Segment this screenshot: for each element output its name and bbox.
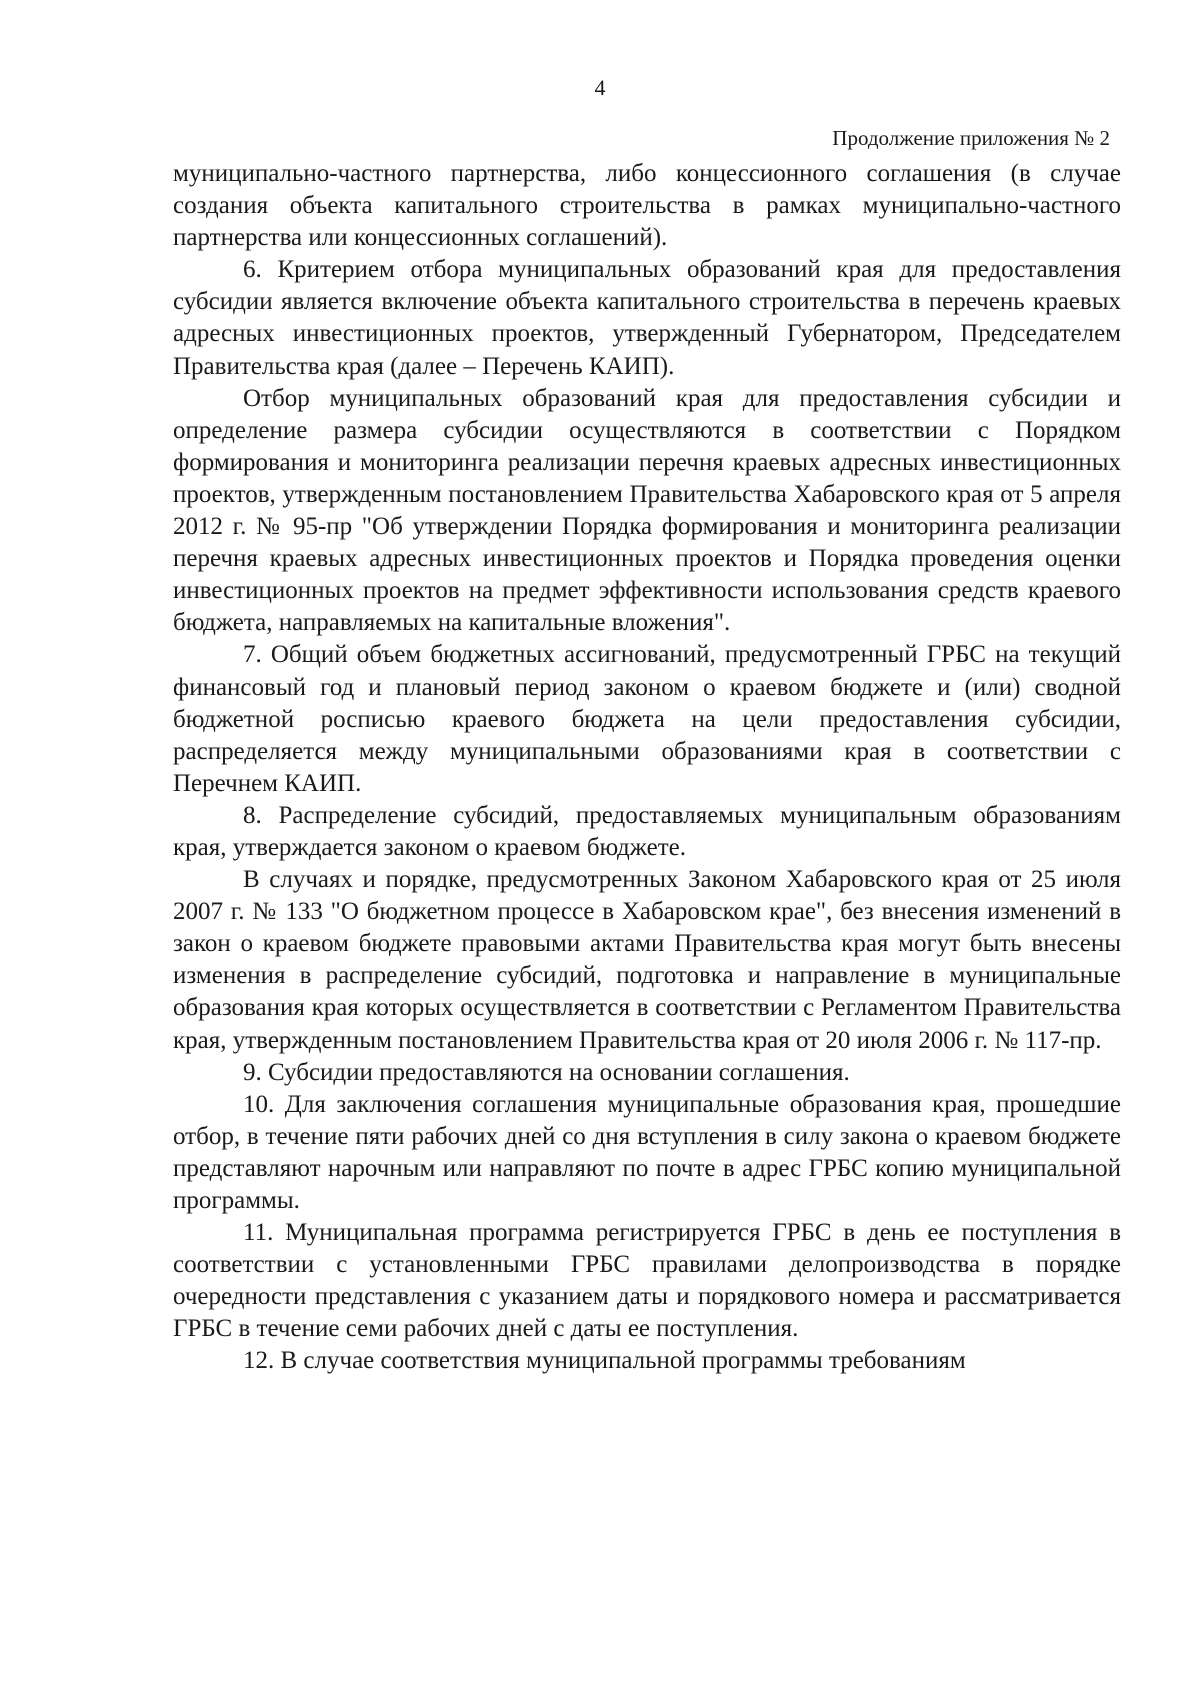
paragraph-item-11: 11. Муниципальная программа регистрируется ГРБС в день ее поступления в соответствии с установленными ГРБС правилами делопроизводства в порядке очередности представления с указанием даты и порядкового номера и рассматривается ГРБС в течение семи рабочих дней с даты ее поступления.	[173, 1219, 1121, 1343]
header-note: Продолжение приложения № 2	[832, 126, 1110, 150]
paragraph-budget-changes: В случаях и порядке, предусмотренных Законом Хабаровского края от 25 июля 2007 г. № 133 "О бюджетном процессе в Хабаровском крае", без внесения изменений в закон о краевом бюджете правовыми актами Правительства края могут быть внесены изменения в распределение субсидий, подготовка и направление в муниципальные образования края которых осуществляется в соответствии с Регламентом Правительства края, утвержденным постановлением Правительства края от 20 июля 2006 г. № 117-пр.	[173, 866, 1121, 1054]
paragraph-item-6: 6. Критерием отбора муниципальных образований края для предоставления субсидии является включение объекта капитального строительства в перечень краевых адресных инвестиционных проектов, утвержденный Губернатором, Председателем Правительства края (далее – Перечень КАИП).	[173, 256, 1121, 380]
paragraph-item-10: 10. Для заключения соглашения муниципальные образования края, прошедшие отбор, в течение пяти рабочих дней со дня вступления в силу закона о краевом бюджете представляют нарочным или направляют по почте в адрес ГРБС копию муниципальной программы.	[173, 1090, 1121, 1214]
paragraph-item-7: 7. Общий объем бюджетных ассигнований, предусмотренный ГРБС на текущий финансовый год и плановый период законом о краевом бюджете и (или) сводной бюджетной росписью краевого бюджета на цели предоставления субсидии, распределяется между муниципальными образованиями края в соответствии с Перечнем КАИП.	[173, 641, 1121, 797]
document-body	[173, 158, 1121, 1378]
paragraph-item-9: 9. Субсидии предоставляются на основании соглашения.	[243, 1058, 850, 1086]
paragraph-continuation: муниципально-частного партнерства, либо концессионного соглашения (в случае создания объекта капитального строительства в рамках муниципально-частного партнерства или концессионных соглашений).	[173, 160, 1121, 252]
paragraph-item-12: 12. В случае соответствия муниципальной программы требованиям	[243, 1347, 966, 1375]
paragraph-item-8: 8. Распределение субсидий, предоставляемых муниципальным образованиям края, утверждается законом о краевом бюджете.	[173, 801, 1121, 861]
page-number: 4	[594, 75, 606, 100]
paragraph-selection-procedure: Отбор муниципальных образований края для предоставления субсидии и определение размера субсидии осуществляются в соответствии с Порядком формирования и мониторинга реализации перечня краевых адресных инвестиционных проектов, утвержденным постановлением Правительства Хабаровского края от 5 апреля 2012 г. № 95-пр "Об утверждении Порядка формирования и мониторинга реализации перечня краевых адресных инвестиционных проектов и Порядка проведения оценки инвестиционных проектов на предмет эффективности использования средств краевого бюджета, направляемых на капитальные вложения".	[173, 384, 1121, 637]
